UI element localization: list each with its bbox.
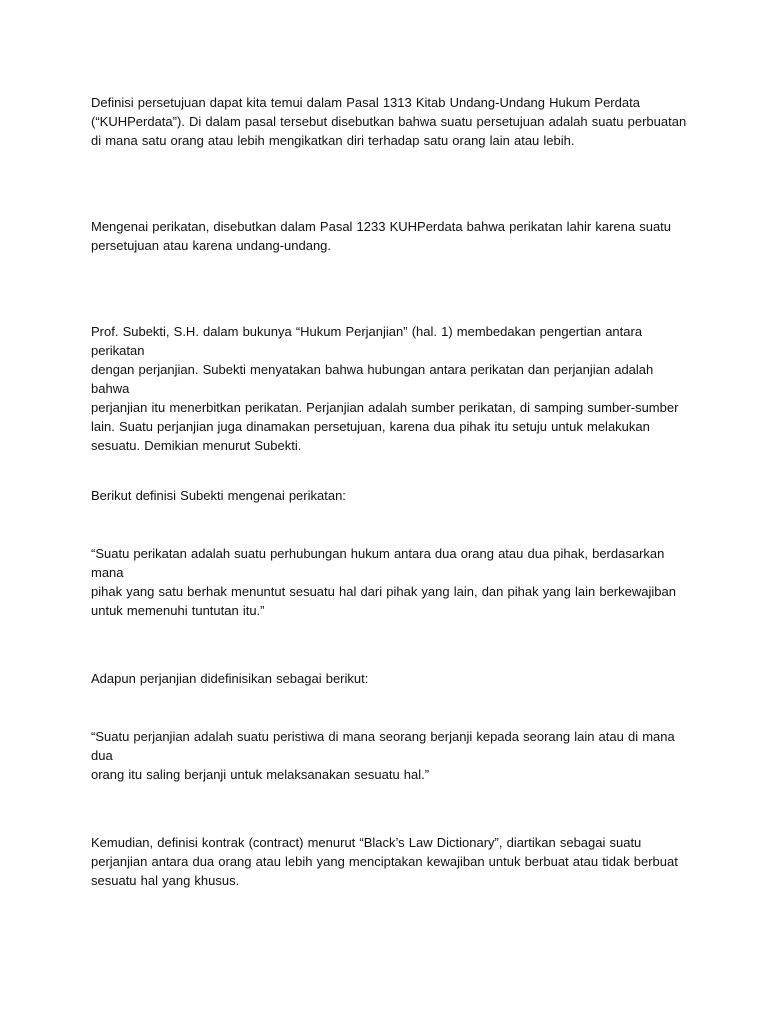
paragraph-kontrak: Kemudian, definisi kontrak (contract) menurut “Black’s Law Dictionary”, diartikan sebagai suatu perjanjian antara dua orang atau lebih yang menciptakan kewajiban untuk berbuat atau tidak berbuat sesuatu hal yang khusus.	[91, 835, 678, 888]
paragraph-subekti: Prof. Subekti, S.H. dalam bukunya “Hukum Perjanjian” (hal. 1) membedakan pengertian antara perikatan dengan perjanjian. Subekti menyatakan bahwa hubungan antara perikatan dan perjanjian adalah bahwa perjanjian itu menerbitkan perikatan. Perjanjian adalah sumber perikatan, di samping sumber-sumber lain. Suatu perjanjian juga dinamakan persetujuan, karena dua pihak itu setuju untuk melakukan sesuatu. Demikian menurut Subekti.	[91, 324, 679, 453]
paragraph-definition-persetujuan: Definisi persetujuan dapat kita temui dalam Pasal 1313 Kitab Undang-Undang Hukum Perdata (“KUHPerdata”). Di dalam pasal tersebut disebutkan bahwa suatu persetujuan adalah suatu perbuatan di mana satu orang atau lebih mengikatkan diri terhadap satu orang lain atau lebih.	[91, 95, 687, 148]
quote-perjanjian: “Suatu perjanjian adalah suatu peristiwa di mana seorang berjanji kepada seorang lain atau di mana dua orang itu saling berjanji untuk melaksanakan sesuatu hal.”	[91, 729, 675, 782]
paragraph-perikatan: Mengenai perikatan, disebutkan dalam Pasal 1233 KUHPerdata bahwa perikatan lahir karena suatu persetujuan atau karena undang-undang.	[91, 219, 672, 253]
quote-perikatan: “Suatu perikatan adalah suatu perhubungan hukum antara dua orang atau dua pihak, berdasarkan mana pihak yang satu berhak menuntut sesuatu hal dari pihak yang lain, dan pihak yang lain berkewajiban untuk memenuhi tuntutan itu.”	[91, 546, 676, 618]
paragraph-definisi-intro: Berikut definisi Subekti mengenai perikatan:	[91, 488, 346, 503]
paragraph-perjanjian-intro: Adapun perjanjian didefinisikan sebagai berikut:	[91, 671, 369, 686]
